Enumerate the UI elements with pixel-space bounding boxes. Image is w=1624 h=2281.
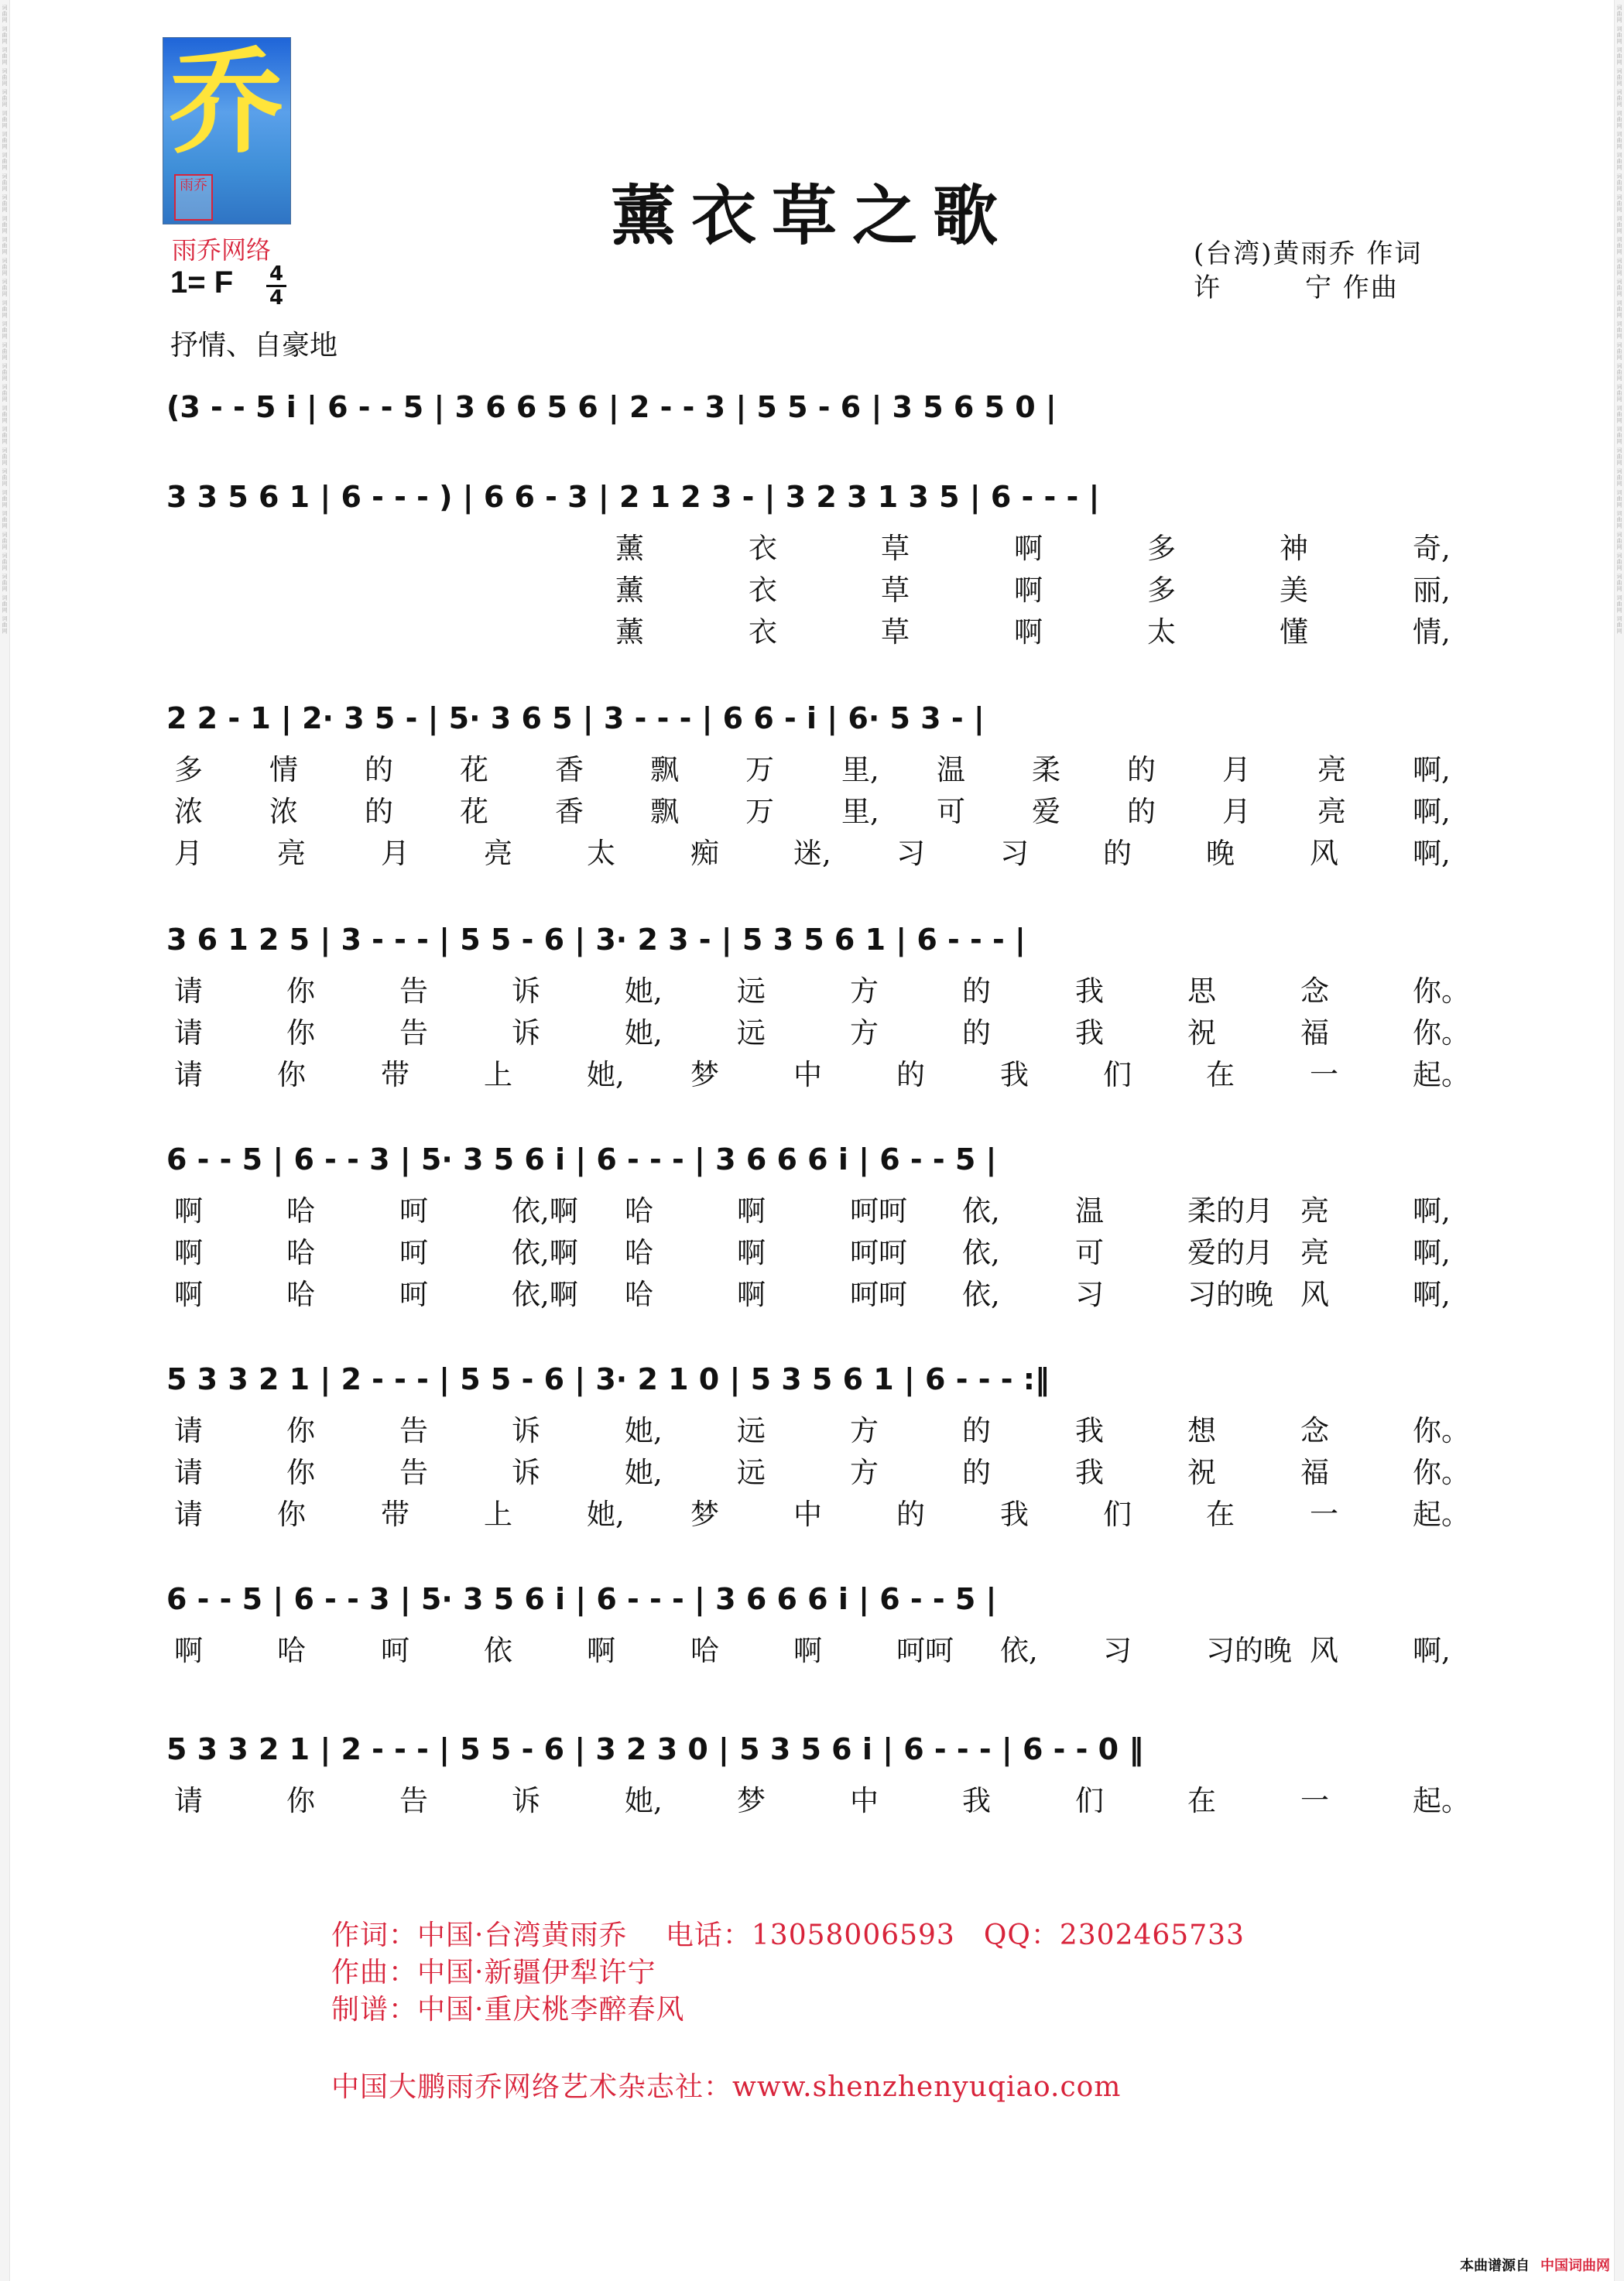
lyric-word: 温 bbox=[1075, 1194, 1104, 1228]
lyric-word: 晚 bbox=[1206, 837, 1235, 870]
lyric-word: 浓 bbox=[269, 795, 298, 828]
lyric-word: 依,啊 bbox=[512, 1236, 578, 1269]
lyric-word: 的 bbox=[365, 753, 393, 786]
lyric-word: 太 bbox=[1147, 615, 1176, 649]
lyric-word: 她, bbox=[587, 1058, 625, 1091]
lyric-word: 诉 bbox=[512, 1016, 540, 1050]
lyric-word: 薰 bbox=[615, 532, 644, 565]
footer-publisher-link[interactable]: 中国大鹏雨乔网络艺术杂志社：www.shenzhenyuqiao.com bbox=[331, 2071, 1122, 2103]
lyric-word: 福 bbox=[1300, 1016, 1329, 1050]
lyric-word: 花 bbox=[460, 753, 488, 786]
lyric-word: 啊 bbox=[737, 1278, 766, 1311]
lyric-word: 诉 bbox=[512, 1784, 540, 1817]
lyric-word: 诉 bbox=[512, 974, 540, 1008]
lyric-word: 习 bbox=[1103, 1634, 1132, 1667]
lyric-word: 的 bbox=[962, 1456, 991, 1489]
lyric-word: 上 bbox=[484, 1058, 512, 1091]
lyric-word: 请 bbox=[174, 974, 203, 1008]
lyric-word: 啊 bbox=[737, 1236, 766, 1269]
notation-text: 3 6 1 2 5 | 3 - - - | 5 5 - 6 | 3· 2 3 - | 5 3 5 6 1 | 6 - - - | bbox=[166, 923, 1026, 957]
lyric-word: 多 bbox=[174, 753, 203, 786]
lyric-word: 情 bbox=[269, 753, 298, 786]
lyric-word: 多 bbox=[1147, 532, 1176, 565]
lyric-word: 依,啊 bbox=[512, 1194, 578, 1228]
lyric-word: 依,啊 bbox=[512, 1278, 578, 1311]
lyrics-verse-1 bbox=[166, 1407, 1470, 1449]
lyric-word: 柔 bbox=[1032, 753, 1060, 786]
lyric-word: 啊, bbox=[1413, 837, 1451, 870]
lyric-word: 呵呵 bbox=[896, 1634, 954, 1667]
lyric-word: 啊 bbox=[793, 1634, 822, 1667]
lyric-word: 你。 bbox=[1413, 974, 1470, 1008]
lyric-word: 万 bbox=[745, 753, 774, 786]
lyric-word: 诉 bbox=[512, 1414, 540, 1447]
lyric-word: 亮 bbox=[277, 837, 306, 870]
lyric-word: 的 bbox=[962, 974, 991, 1008]
lyric-word: 飘 bbox=[650, 753, 679, 786]
time-signature bbox=[266, 263, 286, 309]
lyric-word: 告 bbox=[399, 1414, 428, 1447]
staff-3 bbox=[166, 689, 1459, 872]
lyric-word: 衣 bbox=[749, 615, 777, 649]
staff-5 bbox=[166, 1130, 1459, 1313]
lyric-word: 爱的月 bbox=[1187, 1236, 1273, 1269]
lyric-word: 在 bbox=[1206, 1058, 1235, 1091]
lyric-word: 啊 bbox=[1014, 615, 1043, 649]
lyrics-verse-3 bbox=[166, 1051, 1470, 1093]
lyric-word: 你 bbox=[277, 1498, 306, 1531]
lyric-word: 风 bbox=[1300, 1278, 1329, 1311]
lyric-word: 你。 bbox=[1413, 1016, 1470, 1050]
staff-1 bbox=[166, 378, 1459, 435]
time-signature-bottom: 4 bbox=[269, 286, 284, 310]
lyric-word: 温 bbox=[937, 753, 965, 786]
lyric-word: 亮 bbox=[1317, 795, 1346, 828]
lyric-word: 思 bbox=[1187, 974, 1216, 1008]
tempo-marking: 抒情、自豪地 bbox=[170, 330, 338, 361]
lyric-word: 爱 bbox=[1032, 795, 1060, 828]
lyric-word: 请 bbox=[174, 1414, 203, 1447]
lyric-word: 她, bbox=[625, 974, 663, 1008]
lyric-word: 想 bbox=[1187, 1414, 1216, 1447]
lyric-word: 呵 bbox=[399, 1236, 428, 1269]
lyric-word: 可 bbox=[1075, 1236, 1104, 1269]
lyric-word: 我 bbox=[962, 1784, 991, 1817]
lyric-word: 依, bbox=[1000, 1634, 1038, 1667]
lyric-word: 美 bbox=[1280, 574, 1308, 607]
lyric-word: 的 bbox=[896, 1058, 925, 1091]
lyric-word: 你。 bbox=[1413, 1414, 1470, 1447]
lyric-word: 福 bbox=[1300, 1456, 1329, 1489]
lyric-word: 请 bbox=[174, 1784, 203, 1817]
lyric-word: 薰 bbox=[615, 615, 644, 649]
logo-glyph: 乔 bbox=[170, 37, 284, 169]
notation-line bbox=[166, 1570, 1459, 1627]
lyric-word: 习 bbox=[896, 837, 925, 870]
lyric-word: 远 bbox=[737, 1016, 766, 1050]
lyric-word: 的 bbox=[1127, 753, 1156, 786]
lyric-word: 迷, bbox=[793, 837, 831, 870]
lyric-word: 我 bbox=[1075, 974, 1104, 1008]
lyric-word: 诉 bbox=[512, 1456, 540, 1489]
right-watermark-strip: 词曲网 词曲网 词曲网 词曲网 词曲网 词曲网 词曲网 词曲网 词曲网 词曲网 词曲网 词曲网 词曲网 词曲网 词曲网 词曲网 词曲网 词曲网 词曲网 词曲网 词曲网 词曲网 词曲网 词曲网 词曲网 词曲网 词曲网 词曲网 词曲网 词曲网 bbox=[1614, 0, 1624, 2281]
staff-8 bbox=[166, 1720, 1470, 1819]
lyric-word: 一 bbox=[1310, 1058, 1338, 1091]
lyric-word: 浓 bbox=[174, 795, 203, 828]
lyric-word: 请 bbox=[174, 1058, 203, 1091]
lyric-word: 月 bbox=[1222, 753, 1251, 786]
lyric-word: 习 bbox=[1000, 837, 1029, 870]
lyric-word: 啊 bbox=[587, 1634, 615, 1667]
lyric-word: 起。 bbox=[1413, 1784, 1470, 1817]
lyric-word: 带 bbox=[381, 1498, 409, 1531]
lyric-word: 里, bbox=[841, 795, 879, 828]
lyric-word: 在 bbox=[1187, 1784, 1216, 1817]
notation-text: 5 3 3 2 1 | 2 - - - | 5 5 - 6 | 3 2 3 0 | 5 3 5 6 i | 6 - - - | 6 - - 0 ‖ bbox=[166, 1732, 1144, 1766]
lyric-word: 亮 bbox=[1300, 1236, 1329, 1269]
lyrics-verse-1 bbox=[166, 1627, 1459, 1669]
lyric-word: 祝 bbox=[1187, 1456, 1216, 1489]
time-signature-top: 4 bbox=[269, 262, 284, 286]
lyric-word: 你 bbox=[286, 1414, 315, 1447]
composer-credit: 许 宁 作曲 bbox=[1194, 272, 1399, 303]
lyric-word: 呵 bbox=[381, 1634, 409, 1667]
lyric-word: 中 bbox=[850, 1784, 879, 1817]
lyric-word: 啊 bbox=[174, 1278, 203, 1311]
lyric-word: 我 bbox=[1075, 1414, 1104, 1447]
lyric-word: 呵呵 bbox=[850, 1236, 907, 1269]
source-note-label: 本曲谱源自 bbox=[1460, 2258, 1530, 2274]
lyric-word: 风 bbox=[1310, 1634, 1338, 1667]
lyric-word: 依, bbox=[962, 1278, 1000, 1311]
lyric-word: 告 bbox=[399, 1784, 428, 1817]
lyric-word: 你 bbox=[286, 974, 315, 1008]
lyric-word: 依 bbox=[484, 1634, 512, 1667]
lyric-word: 梦 bbox=[737, 1784, 766, 1817]
lyric-word: 薰 bbox=[615, 574, 644, 607]
notation-line bbox=[166, 1350, 1459, 1407]
notation-text: 3 3 5 6 1 | 6 - - - ) | 6 6 - 3 | 2 1 2 3 - | 3 2 3 1 3 5 | 6 - - - | bbox=[166, 480, 1100, 514]
lyric-word: 念 bbox=[1300, 974, 1329, 1008]
notation-line bbox=[166, 1720, 1459, 1777]
lyric-word: 风 bbox=[1310, 837, 1338, 870]
lyric-word: 远 bbox=[737, 1414, 766, 1447]
lyric-word: 她, bbox=[625, 1784, 663, 1817]
notation-text: 6 - - 5 | 6 - - 3 | 5· 3 5 6 i | 6 - - - | 3 6 6 6 i | 6 - - 5 | bbox=[166, 1142, 997, 1176]
lyric-word: 啊, bbox=[1413, 1236, 1451, 1269]
logo-seal: 雨乔 bbox=[174, 174, 213, 221]
lyric-word: 草 bbox=[881, 615, 910, 649]
lyric-word: 的 bbox=[1127, 795, 1156, 828]
lyric-word: 飘 bbox=[650, 795, 679, 828]
lyric-word: 依, bbox=[962, 1194, 1000, 1228]
lyrics-verse-3 bbox=[166, 830, 1459, 872]
lyric-word: 我 bbox=[1000, 1498, 1029, 1531]
lyric-word: 你 bbox=[286, 1784, 315, 1817]
lyric-word: 起。 bbox=[1413, 1058, 1470, 1091]
lyric-word: 的 bbox=[962, 1414, 991, 1447]
staff-7 bbox=[166, 1570, 1459, 1669]
lyric-word: 神 bbox=[1280, 532, 1308, 565]
notation-line bbox=[166, 378, 1459, 435]
notation-text: 5 3 3 2 1 | 2 - - - | 5 5 - 6 | 3· 2 1 0 | 5 3 5 6 1 | 6 - - - :‖ bbox=[166, 1362, 1050, 1396]
lyric-word: 丽, bbox=[1413, 574, 1451, 607]
lyric-word: 的 bbox=[365, 795, 393, 828]
lyric-word: 你。 bbox=[1413, 1456, 1470, 1489]
lyric-word: 请 bbox=[174, 1016, 203, 1050]
lyric-word: 的 bbox=[896, 1498, 925, 1531]
lyric-word: 依, bbox=[962, 1236, 1000, 1269]
lyric-word: 习的晚 bbox=[1206, 1634, 1292, 1667]
lyric-word: 啊, bbox=[1413, 1278, 1451, 1311]
lyric-word: 啊 bbox=[174, 1194, 203, 1228]
lyric-word: 亮 bbox=[1300, 1194, 1329, 1228]
lyric-word: 香 bbox=[555, 795, 584, 828]
lyric-word: 中 bbox=[793, 1498, 822, 1531]
lyric-word: 我 bbox=[1075, 1456, 1104, 1489]
source-site-link[interactable]: 中国词曲网 bbox=[1540, 2258, 1610, 2274]
lyrics-verse-2 bbox=[166, 567, 1459, 608]
lyric-word: 哈 bbox=[286, 1278, 315, 1311]
lyric-word: 在 bbox=[1206, 1498, 1235, 1531]
notation-text: 6 - - 5 | 6 - - 3 | 5· 3 5 6 i | 6 - - - | 3 6 6 6 i | 6 - - 5 | bbox=[166, 1582, 997, 1616]
lyric-word: 月 bbox=[1222, 795, 1251, 828]
lyric-word: 里, bbox=[841, 753, 879, 786]
lyric-word: 柔的月 bbox=[1187, 1194, 1273, 1228]
lyrics-verse-2 bbox=[166, 1009, 1470, 1051]
lyric-word: 啊 bbox=[1014, 532, 1043, 565]
lyric-word: 她, bbox=[625, 1016, 663, 1050]
lyric-word: 我 bbox=[1075, 1016, 1104, 1050]
lyric-word: 你 bbox=[286, 1456, 315, 1489]
lyric-word: 啊, bbox=[1413, 795, 1451, 828]
notation-text: (3 - - 5 i | 6 - - 5 | 3 6 6 5 6 | 2 - - 3 | 5 5 - 6 | 3 5 6 5 0 | bbox=[166, 390, 1057, 424]
lyric-word: 哈 bbox=[625, 1236, 653, 1269]
lyric-word: 哈 bbox=[286, 1194, 315, 1228]
lyric-word: 方 bbox=[850, 1414, 879, 1447]
lyric-word: 啊 bbox=[1014, 574, 1043, 607]
lyric-word: 哈 bbox=[690, 1634, 719, 1667]
lyric-word: 懂 bbox=[1280, 615, 1308, 649]
lyric-word: 衣 bbox=[749, 532, 777, 565]
staff-2 bbox=[166, 468, 1459, 650]
lyric-word: 太 bbox=[587, 837, 615, 870]
lyrics-verse-2 bbox=[166, 1229, 1459, 1271]
lyric-word: 哈 bbox=[625, 1278, 653, 1311]
lyric-word: 啊 bbox=[174, 1236, 203, 1269]
key-signature: 1= F bbox=[170, 265, 234, 300]
lyric-word: 月 bbox=[174, 837, 203, 870]
logo-caption: 雨乔网络 bbox=[172, 236, 272, 264]
lyric-word: 哈 bbox=[277, 1634, 306, 1667]
lyric-word: 她, bbox=[625, 1456, 663, 1489]
lyric-word: 告 bbox=[399, 1016, 428, 1050]
lyric-word: 习的晚 bbox=[1187, 1278, 1273, 1311]
notation-line bbox=[166, 689, 1459, 746]
lyric-word: 可 bbox=[937, 795, 965, 828]
lyric-word: 花 bbox=[460, 795, 488, 828]
lyric-word: 呵呵 bbox=[850, 1278, 907, 1311]
lyric-word: 万 bbox=[745, 795, 774, 828]
lyric-word: 们 bbox=[1103, 1498, 1132, 1531]
lyric-word: 她, bbox=[587, 1498, 625, 1531]
lyric-word: 念 bbox=[1300, 1414, 1329, 1447]
lyric-word: 远 bbox=[737, 1456, 766, 1489]
lyric-word: 一 bbox=[1300, 1784, 1329, 1817]
notation-line bbox=[166, 910, 1459, 968]
lyric-word: 上 bbox=[484, 1498, 512, 1531]
lyricist-credit: (台湾)黄雨乔 作词 bbox=[1194, 238, 1423, 269]
lyric-word: 们 bbox=[1103, 1058, 1132, 1091]
lyric-word: 情, bbox=[1413, 615, 1451, 649]
lyrics-verse-1 bbox=[166, 525, 1459, 567]
notation-text: 2 2 - 1 | 2· 3 5 - | 5· 3 6 5 | 3 - - - | 6 6 - i | 6· 5 3 - | bbox=[166, 701, 985, 735]
lyric-word: 方 bbox=[850, 1016, 879, 1050]
lyric-word: 习 bbox=[1075, 1278, 1104, 1311]
lyric-word: 方 bbox=[850, 974, 879, 1008]
lyric-word: 奇, bbox=[1413, 532, 1451, 565]
lyric-word: 告 bbox=[399, 1456, 428, 1489]
lyric-word: 亮 bbox=[484, 837, 512, 870]
lyrics-verse-2 bbox=[166, 788, 1459, 830]
lyric-word: 痴 bbox=[690, 837, 719, 870]
lyrics-verse-2 bbox=[166, 1449, 1470, 1491]
lyric-word: 草 bbox=[881, 532, 910, 565]
lyrics-verse-1 bbox=[166, 968, 1470, 1009]
lyric-word: 远 bbox=[737, 974, 766, 1008]
lyric-word: 亮 bbox=[1317, 753, 1346, 786]
notation-line bbox=[166, 468, 1459, 525]
lyric-word: 梦 bbox=[690, 1498, 719, 1531]
lyric-word: 啊, bbox=[1413, 1194, 1451, 1228]
lyric-word: 哈 bbox=[625, 1194, 653, 1228]
lyrics-verse-1 bbox=[166, 746, 1459, 788]
notation-line bbox=[166, 1130, 1459, 1187]
footer-composer: 作曲：中国·新疆伊犁许宁 bbox=[331, 1957, 656, 1988]
lyric-word: 啊, bbox=[1413, 753, 1451, 786]
lyric-word: 香 bbox=[555, 753, 584, 786]
lyric-word: 祝 bbox=[1187, 1016, 1216, 1050]
lyrics-verse-3 bbox=[166, 608, 1459, 650]
lyric-word: 起。 bbox=[1413, 1498, 1470, 1531]
left-watermark-strip: 词曲网 词曲网 词曲网 词曲网 词曲网 词曲网 词曲网 词曲网 词曲网 词曲网 词曲网 词曲网 词曲网 词曲网 词曲网 词曲网 词曲网 词曲网 词曲网 词曲网 词曲网 词曲网 词曲网 词曲网 词曲网 词曲网 词曲网 词曲网 词曲网 词曲网 bbox=[0, 0, 10, 2281]
lyric-word: 呵 bbox=[399, 1278, 428, 1311]
lyric-word: 们 bbox=[1075, 1784, 1104, 1817]
lyric-word: 请 bbox=[174, 1456, 203, 1489]
lyrics-verse-1 bbox=[166, 1187, 1459, 1229]
lyrics-verse-3 bbox=[166, 1271, 1459, 1313]
lyric-word: 你 bbox=[277, 1058, 306, 1091]
lyric-word: 衣 bbox=[749, 574, 777, 607]
lyric-word: 多 bbox=[1147, 574, 1176, 607]
footer-lyricist-contact: 作词：中国·台湾黄雨乔 电话：13058006593 QQ：2302465733 bbox=[331, 1920, 1245, 1951]
lyric-word: 啊, bbox=[1413, 1634, 1451, 1667]
lyric-word: 她, bbox=[625, 1414, 663, 1447]
lyric-word: 带 bbox=[381, 1058, 409, 1091]
lyric-word: 中 bbox=[793, 1058, 822, 1091]
lyrics-verse-1 bbox=[166, 1777, 1470, 1819]
lyric-word: 啊 bbox=[174, 1634, 203, 1667]
lyric-word: 告 bbox=[399, 974, 428, 1008]
lyric-word: 呵呵 bbox=[850, 1194, 907, 1228]
lyric-word: 啊 bbox=[737, 1194, 766, 1228]
lyric-word: 请 bbox=[174, 1498, 203, 1531]
source-note bbox=[1460, 2255, 1610, 2275]
lyric-word: 梦 bbox=[690, 1058, 719, 1091]
lyric-word: 的 bbox=[962, 1016, 991, 1050]
staff-6 bbox=[166, 1350, 1470, 1533]
lyric-word: 的 bbox=[1103, 837, 1132, 870]
staff-4 bbox=[166, 910, 1470, 1093]
lyric-word: 我 bbox=[1000, 1058, 1029, 1091]
footer-engraver: 制谱：中国·重庆桃李醉春风 bbox=[331, 1994, 685, 2026]
lyric-word: 月 bbox=[381, 837, 409, 870]
song-title: 薰衣草之歌 bbox=[610, 177, 1013, 254]
lyric-word: 呵 bbox=[399, 1194, 428, 1228]
lyrics-verse-3 bbox=[166, 1491, 1470, 1533]
lyric-word: 方 bbox=[850, 1456, 879, 1489]
lyric-word: 草 bbox=[881, 574, 910, 607]
lyric-word: 一 bbox=[1310, 1498, 1338, 1531]
lyric-word: 哈 bbox=[286, 1236, 315, 1269]
lyric-word: 你 bbox=[286, 1016, 315, 1050]
